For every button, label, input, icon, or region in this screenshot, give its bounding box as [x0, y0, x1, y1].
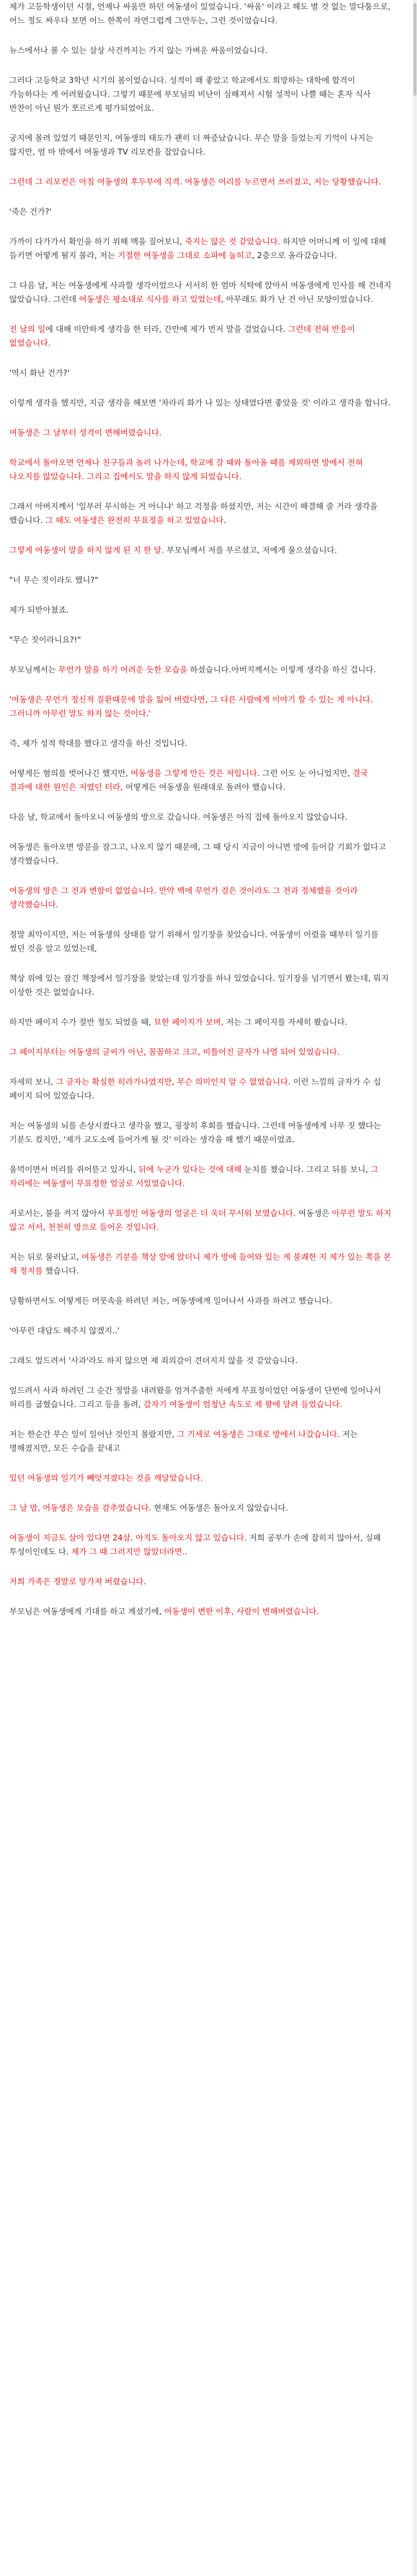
text-span: 자세히 보니, [9, 1077, 56, 1087]
story-paragraph [9, 1428, 392, 1455]
text-span: 울먹이면서 머리를 쥐어뜯고 있자니, [9, 1165, 138, 1174]
text-span: 하지만 페이지 수가 절반 정도 되었을 때, [9, 1018, 154, 1027]
paragraph-spacer [9, 115, 392, 131]
paragraph-spacer [9, 307, 392, 323]
story-paragraph: 당황하면서도 어떻게든 머뭇속을 하려던 저는, 여동생에게 일어나서 사과를 하려고 했습니다. [9, 1296, 332, 1306]
story-paragraph [9, 544, 392, 557]
scrollbar[interactable] [413, 0, 417, 2576]
text-span: 저는 한순간 무슨 일이 일어난 것인지 몰랐지만, [9, 1430, 177, 1439]
story-paragraph [9, 663, 392, 677]
highlighted-text: 기절한 여동생을 그대로 소파에 눕히고 [117, 251, 252, 260]
highlighted-text: 여동생을 그렇게 만든 것은 저입니다. [130, 769, 260, 778]
text-span: 하셨습니다.아버지께서는 이렇게 생각을 하신 겁니다. [187, 665, 376, 674]
story-paragraph: "무슨 짓이라니요?!" [9, 635, 81, 645]
highlighted-text: 뒤에 누군가 있다는 것에 대해 [138, 1165, 242, 1174]
highlighted-text: 그렇게 여동생이 말을 하지 않게 된 지 한 달. [9, 546, 164, 555]
paragraph-spacer [9, 1234, 392, 1250]
paragraph-spacer [9, 1147, 392, 1163]
highlighted-text: 여동생은 기분을 책상 앞에 앉더니 제가 방에 들어와 있는 게 불쾌한 지 제가 있는 쪽을 본 채 정지를 [9, 1252, 391, 1276]
paragraph-spacer [9, 189, 392, 205]
text-span: 어떻게든 혐의를 벗어나긴 했지만, [9, 769, 131, 778]
paragraph-spacer [9, 824, 392, 840]
text-span: 하지만 어머니께 이 일에 대해 들키면 어떻게 될지 몰라, 저는 [9, 237, 387, 260]
paragraph-spacer [9, 1103, 392, 1119]
highlighted-text: 제가 그 때 그러지만 않았더라면.. [71, 1547, 187, 1556]
scrollbar-thumb[interactable] [413, 3, 416, 96]
paragraph-spacer [9, 1059, 392, 1075]
paragraph-spacer [9, 868, 392, 884]
paragraph-spacer [9, 1278, 392, 1294]
text-span: 그래서 아버지께서 '일부러 무시하는 거 아니냐' 하고 걱정을 하셨지만, 저는 시간이 해결해 줄 거라 생각을 했습니다. [9, 502, 378, 525]
paragraph-spacer [9, 1559, 392, 1575]
paragraph-spacer [9, 647, 392, 663]
paragraph-spacer [9, 999, 392, 1015]
story-paragraph: "너 무슨 짓이라도 했니?" [9, 575, 99, 585]
story-paragraph: 있던 여동생의 일기가 빼앗겨졌다는 것을 깨달았습니다. [9, 1473, 203, 1483]
paragraph-spacer [9, 58, 392, 74]
story-paragraph: 제가 되받아쳤죠. [9, 605, 69, 615]
text-span: 저는 명해졌지만, 모든 수습을 끝내고 [9, 1430, 358, 1453]
story-paragraph: 그런데 그 리모컨은 아침 여동생의 후두부에 직격. 여동생은 어리를 누르면서 쓰러졌고, 저는 당황했습니다. [9, 177, 381, 187]
text-span: 그 다음 날, 저는 여동생에게 사과할 생각이었으나 서서히 한 엄마 식탁에 앉아서 여동생에게 인사를 해 건네지 않았습니다. 그런데 [9, 281, 392, 304]
story-paragraph: '아무런 대답도 해주지 않겠지..' [9, 1326, 120, 1335]
highlighted-text: 죽지는 않은 것 같았습니다. [184, 237, 281, 246]
highlighted-text: 그 자리에는 여동생이 무표정한 얼굴로 서있었습니다. [9, 1165, 378, 1188]
story-paragraph [9, 767, 392, 794]
paragraph-spacer [9, 1308, 392, 1324]
story-paragraph: 제가 고등학생이던 시절, 언제나 싸움만 하던 여동생이 있었습니다. '싸움' 이라고 해도 별 것 없는 말다툼으로, 어느 정도 싸우다 보면 어느 한쪽이 자연그럽게 그만두는, 그런 것이었습니다. [9, 2, 391, 25]
story-paragraph: 저희 가족은 정말로 망가져 버렸습니다. [9, 1577, 146, 1586]
story-paragraph: '역시 화난 건가?' [9, 368, 70, 378]
story-paragraph: 그러다 고등학교 3학년 시기의 봄이었습니다. 성적이 꽤 좋았고 학교에서도 희망하는 대학에 합격이 가능하다는 게 어려웠습니다. 그렇기 때문에 부모님의 비난이 심해져서 시험 성적이 나쁠 때는 혼자 식사 반찬이 아닌 뭔가 쪼르르게 평가되었어요. [9, 76, 371, 113]
paragraph-spacer [9, 1368, 392, 1384]
text-span: 부모님께서 저를 부르셨고, 저에게 물으셨습니다. [164, 546, 337, 555]
story-paragraph [9, 1501, 392, 1515]
story-paragraph: '죽은 건가?' [9, 207, 52, 216]
paragraph-spacer [9, 587, 392, 603]
text-span: 저는 그 페이지를 자세히 봤습니다. [223, 1018, 348, 1027]
paragraph-spacer [9, 484, 392, 500]
paragraph-spacer [9, 1191, 392, 1207]
text-span: 현재도 여동생은 돌아오지 않았습니다. [151, 1503, 288, 1513]
story-paragraph [9, 1075, 392, 1103]
paragraph-spacer [9, 956, 392, 972]
story-paragraph: 이렇게 생각을 했지만, 지금 생각을 해보면 '차라리 화가 나 있는 상태였다면 좋았을 것' 이라고 생각을 합니다. [9, 398, 391, 408]
paragraph-spacer [9, 380, 392, 396]
story-paragraph: 여동생의 방은 그 전과 변함이 없었습니다. 만약 백에 무언가 검은 것이라도 그 전과 정체했을 것이라 생각했습니다. [9, 886, 358, 909]
text-span: 여동생은 [296, 1209, 332, 1218]
story-paragraph: 뉴스에서나 볼 수 있는 살상 사건까지는 가지 않는 가벼운 싸움이었습니다. [9, 46, 268, 55]
text-span: 했습니다. [43, 1266, 79, 1276]
paragraph-spacer [9, 219, 392, 235]
paragraph-spacer [9, 794, 392, 810]
highlighted-text: 아무런 말도 하지 않고 서서, 천천히 방으로 들어온 것입니다. [9, 1209, 392, 1232]
story-paragraph [9, 1015, 392, 1029]
text-span: 어떻게든 여동생을 원래대로 돌려야 했습니다. [123, 783, 286, 792]
story-paragraph [9, 1250, 392, 1278]
story-paragraph [9, 1384, 392, 1412]
text-span: 아무래도 화가 난 건 아닌 모양이었습니다. [223, 295, 374, 304]
highlighted-text: 무표정인 여동생의 얼굴은 더 욱더 무서워 보였습니다. [107, 1209, 296, 1218]
story-paragraph: 그래도 엎드려서 '사과'라도 하지 않으면 제 죄의감이 견뎌지지 않을 것 같았습니다. [9, 1356, 298, 1365]
paragraph-spacer [9, 350, 392, 366]
story-paragraph: 정말 최악이지만, 저는 여동생의 상태를 알기 위해서 일기장을 찾았습니다. 여동생이 어렸을 때부터 일기를 썼던 것을 알고 있었는데, [9, 930, 379, 953]
story-paragraph: 여동생은 돌아오면 방문을 잠그고, 나오지 않기 때문에, 그 때 당시 지금이 아니면 방에 들어갈 기회가 없다고 생각했습니다. [9, 842, 386, 866]
paragraph-spacer [9, 677, 392, 693]
text-span: 부모님께서는 [9, 665, 59, 674]
story-paragraph: '여동생은 무언가 정신적 질환때문에 말을 잃어 버렸다면, 그 다른 사람에게 이야기 할 수 있는 게 아니다. 그러니까 아무런 말도 하지 않는 것이다.' [9, 695, 373, 718]
text-span: , 2층으로 올라갔습니다. [252, 251, 337, 260]
highlighted-text: 여동생이 변한 이후, 사람이 변해버렸습니다. [164, 1607, 319, 1616]
paragraph-spacer [9, 1455, 392, 1471]
paragraph-spacer [9, 410, 392, 426]
highlighted-text: 그 글자는 확실한 히라가나였지만, 무슨 의미인지 알 수 없었습니다. [56, 1077, 291, 1087]
highlighted-text: 그 날 밤, 여동생은 모습을 감추었습니다. [9, 1503, 151, 1513]
text-span: 부모님은 여동생에게 기대를 하고 계셨기에, [9, 1607, 164, 1616]
story-paragraph [9, 1163, 392, 1191]
paragraph-spacer [9, 1029, 392, 1045]
paragraph-spacer [9, 1338, 392, 1354]
paragraph-spacer [9, 528, 392, 544]
paragraph-spacer [9, 28, 392, 44]
story-paragraph [9, 235, 392, 263]
text-span: 눈치를 챘습니다. 그리고 뒤를 보니, [241, 1165, 371, 1174]
story-paragraph: 여동생은 그 날부터 성격이 변해버렸습니다. [9, 428, 162, 437]
highlighted-text: 여동생은 평소대로 식사를 하고 있었는데, [79, 295, 224, 304]
story-paragraph: 저는 여동생의 뇌를 손상시켰다고 생각을 했고, 굉장히 후회를 했습니다. 그런데 여동생에게 너무 짓 했다는 기분도 컸지만, '제가 교도소에 들어가게 될 것' 이라는 생각을 해 했기 때문이었죠. [9, 1121, 381, 1144]
text-span: 저로서는, 불을 켜지 않아서 [9, 1209, 108, 1218]
paragraph-spacer [9, 912, 392, 928]
story-paragraph [9, 1605, 392, 1619]
paragraph-spacer [9, 1589, 392, 1605]
story-paragraph: 즉, 제가 성적 학대를 했다고 생각을 하신 것입니다. [9, 739, 187, 748]
text-span: 저는 뒤로 물러났고, [9, 1252, 82, 1262]
text-span: 가까이 다가가서 확인을 하기 위해 맥을 짚어보니, [9, 237, 185, 246]
paragraph-spacer [9, 263, 392, 279]
story-paragraph [9, 323, 392, 350]
highlighted-text: 무언가 말을 하기 어려운 듯한 모습을 [58, 665, 188, 674]
text-span: 에 대해 미안하게 생각을 한 터라, 간만에 제가 먼저 말을 걸었습니다. [45, 325, 288, 334]
story-paragraph: 그 페이지부터는 여동생의 글씨가 아닌, 꼼꼼하고 크고, 비틀어진 글자가 나열 되어 있었습니다. [9, 1047, 340, 1057]
text-span: 그런 이도 눈 아니었지만, [259, 769, 353, 778]
highlighted-text: 그 기세로 여동생은 그대로 방에서 나갔습니다. [177, 1430, 340, 1439]
paragraph-spacer [9, 440, 392, 456]
highlighted-text: 여동생이 지금도 살아 있다면 24살. 아직도 돌아오지 않고 있습니다. [9, 1533, 247, 1543]
article-body [9, 0, 392, 2576]
story-paragraph [9, 279, 392, 307]
paragraph-spacer [9, 1412, 392, 1428]
story-paragraph: 다음 날, 학교에서 돌아오니 여동생의 방으로 갔습니다. 여동생은 아직 집에 돌아오지 않았습니다. [9, 812, 348, 822]
paragraph-spacer [9, 751, 392, 767]
story-paragraph: 학교에서 돌아오면 언제나 친구들과 놀러 나가는데, 학교에 갈 때와 돌아올 때를 제외하면 방에서 전혀 나오지를 않았습니다. 그리고 집에서도 말을 하지 않게 되었습니다. [9, 458, 363, 481]
paragraph-spacer [9, 721, 392, 737]
highlighted-text: 결국 결과에 대한 원인은 저였던 터라, [9, 769, 368, 792]
paragraph-spacer [9, 1515, 392, 1531]
story-paragraph: 책상 위에 있는 잠긴 책장에서 일기장을 찾았는데 일기장을 하나 있었습니다. 일기장을 넘기면서 봤는데, 뭐지 이상한 것은 없었습니다. [9, 974, 389, 997]
highlighted-text: 갑자기 여동생이 엄청난 속도로 제 팔에 달려 들었습니다. [143, 1400, 342, 1409]
text-span: 저희 공부가 손에 잡히지 않아서, 실패 투성이인데도 다. [9, 1533, 381, 1556]
story-paragraph: 궁지에 몰려 있었기 때문인지, 여동생의 태도가 괜히 더 짜증났습니다. 무슨 말을 들었는지 기억이 나지는 않지만, 엄 마 밖에서 여동생과 TV 리모컨을 잡았습니다. [9, 133, 374, 157]
story-paragraph [9, 500, 392, 528]
paragraph-spacer [9, 1485, 392, 1501]
story-paragraph [9, 1531, 392, 1559]
highlighted-text: 전 날의 일 [9, 325, 46, 334]
story-paragraph [9, 1207, 392, 1234]
highlighted-text: 그 때도 여동생은 완전히 무표정을 하고 있었습니다. [45, 516, 227, 525]
text-span: 이런 느낌의 글자가 수 십 페이지 되어 있었습니다. [9, 1077, 381, 1100]
paragraph-spacer [9, 557, 392, 573]
paragraph-spacer [9, 159, 392, 175]
text-span: 엎드려서 사과 하려던 그 순간 정말을 내려왔을 엄겨주춤한 저에게 무표정이었던 여동생이 단번에 일어나서 허리를 굽혔습니다. 그리고 등을 돌려, [9, 1386, 381, 1409]
paragraph-spacer [9, 617, 392, 633]
highlighted-text: 묘한 페이지가 보며, [153, 1018, 224, 1027]
highlighted-text: 그런데 전혀 반응이 없었습니다. [9, 325, 355, 348]
